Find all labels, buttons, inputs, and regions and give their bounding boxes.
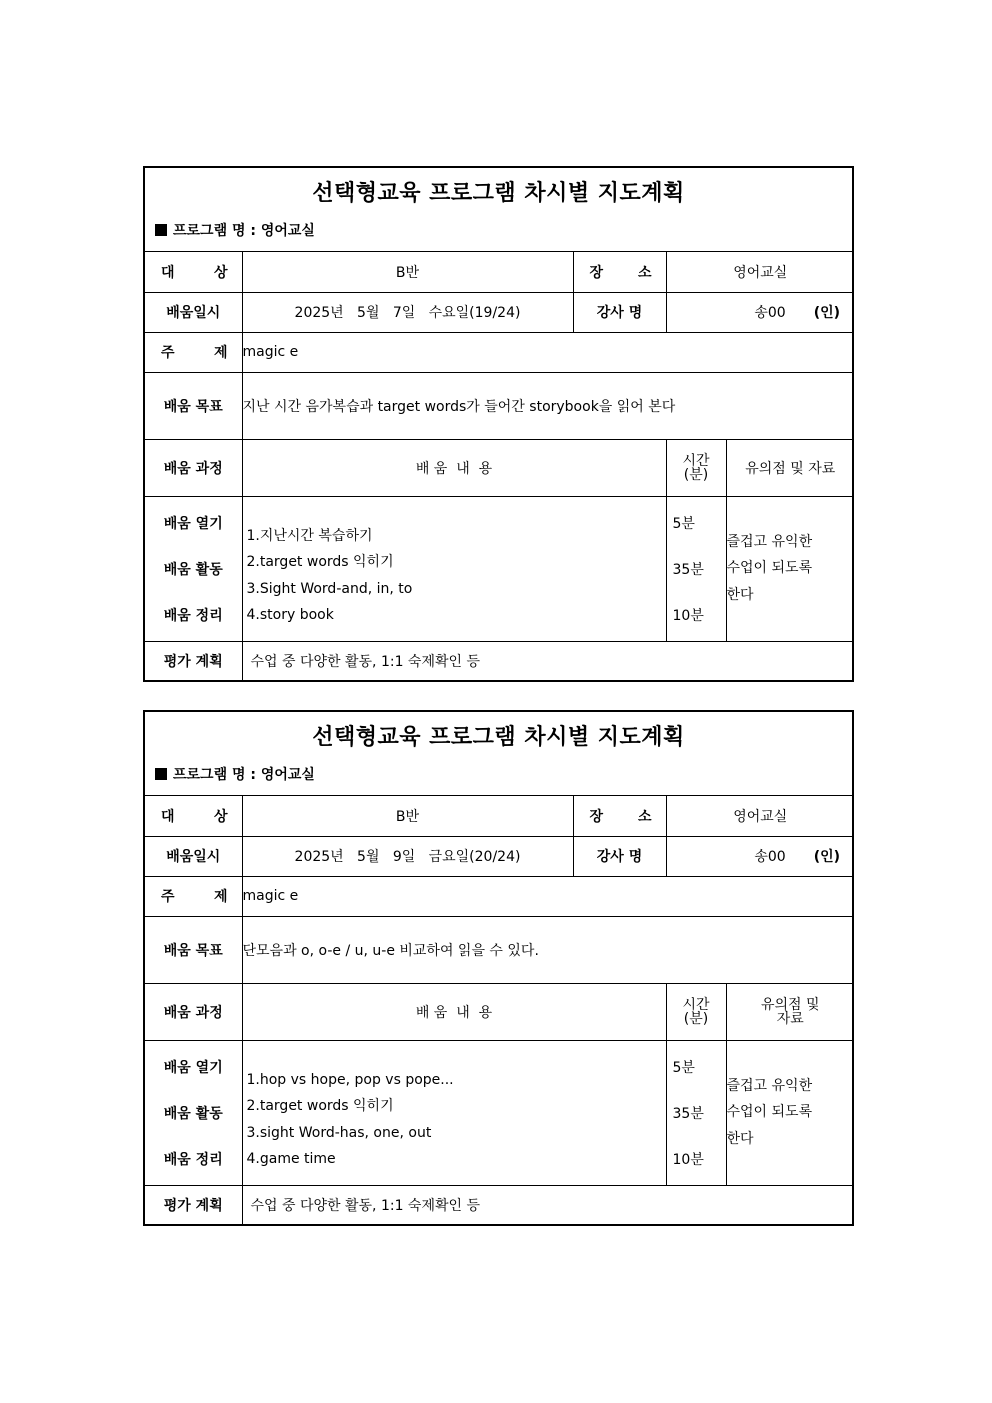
square-bullet-icon [155,224,167,236]
place-value: 영어교실 [666,796,854,836]
date-label: 배움일시 [145,292,242,332]
process-header: 배움 과정 [145,983,242,1040]
contents-cell [242,1040,666,1185]
content-header: 배 움 내 용 [242,439,666,496]
stage-activity: 배움 활동 [163,1105,223,1122]
content-item: 2.target words 익히기 [246,1098,394,1114]
time-value: 10분 [672,607,704,624]
topic-value: magic e [242,332,854,372]
stage-activity: 배움 활동 [163,561,223,578]
notes-cell: 즐겁고 유익한 수업이 되도록 한다 [726,1040,854,1185]
date-value: 2025년 5월 9일 금요일(20/24) [242,836,573,876]
plan-title: 선택형교육 프로그램 차시별 지도계획 [312,724,685,750]
place-value: 영어교실 [666,252,854,292]
goal-value: 단모음과 o, o-e / u, u-e 비교하여 읽을 수 있다. [242,916,854,983]
square-bullet-icon [155,768,167,780]
content-header: 배 움 내 용 [242,983,666,1040]
target-label: 대 상 [145,252,242,292]
notes-header: 유의점 및 자료 [726,983,854,1040]
stage-close: 배움 정리 [163,1151,223,1168]
stages-cell [145,1040,242,1185]
content-item: 3.sight Word-has, one, out [246,1124,432,1141]
time-header: 시간 (분) [666,983,726,1040]
content-item: 3.Sight Word-and, in, to [246,580,413,597]
plan-table [145,796,854,1224]
evaluation-value: 수업 중 다양한 활동, 1:1 숙제확인 등 [242,641,854,680]
place-label: 장 소 [573,252,666,292]
content-item: 4.story book [246,607,334,623]
time-value: 5분 [672,515,695,532]
time-value: 35분 [672,561,704,578]
instructor-label: 강사 명 [573,836,666,876]
content-item: 2.target words 익히기 [246,554,394,570]
stages-cell [145,496,242,641]
notes-header: 유의점 및 자료 [726,439,854,496]
target-label: 대 상 [145,796,242,836]
goal-value: 지난 시간 음가복습과 target words가 들어간 storybook을 읽어 본다 [242,372,854,439]
topic-value: magic e [242,876,854,916]
plan-table [145,252,854,680]
evaluation-value: 수업 중 다양한 활동, 1:1 숙제확인 등 [242,1185,854,1224]
instructor-value: 송00 (인) [666,292,854,332]
evaluation-label: 평가 계획 [145,1185,242,1224]
target-value: B반 [242,252,573,292]
time-value: 10분 [672,1151,704,1168]
plan-title: 선택형교육 프로그램 차시별 지도계획 [312,180,685,206]
date-label: 배움일시 [145,836,242,876]
lesson-plan-2 [143,710,854,1226]
content-item: 1.hop vs hope, pop vs pope... [246,1071,454,1088]
times-cell [666,1040,726,1185]
time-header: 시간 (분) [666,439,726,496]
instructor-label: 강사 명 [573,292,666,332]
times-cell [666,496,726,641]
topic-label: 주 제 [145,876,242,916]
target-value: B반 [242,796,573,836]
program-name: 프로그램 명 : 영어교실 [155,764,315,784]
plan-header [145,168,852,252]
contents-cell [242,496,666,641]
time-value: 35분 [672,1105,704,1122]
topic-label: 주 제 [145,332,242,372]
stage-open: 배움 열기 [163,1059,223,1076]
stage-close: 배움 정리 [163,607,223,624]
plan-header [145,712,852,796]
lesson-plan-1 [143,166,854,682]
instructor-value: 송00 (인) [666,836,854,876]
content-item: 4.game time [246,1151,336,1167]
date-value: 2025년 5월 7일 수요일(19/24) [242,292,573,332]
evaluation-label: 평가 계획 [145,641,242,680]
time-value: 5분 [672,1059,695,1076]
place-label: 장 소 [573,796,666,836]
process-header: 배움 과정 [145,439,242,496]
notes-cell: 즐겁고 유익한 수업이 되도록 한다 [726,496,854,641]
content-item: 1.지난시간 복습하기 [246,527,373,544]
goal-label: 배움 목표 [145,916,242,983]
stage-open: 배움 열기 [163,515,223,532]
program-name: 프로그램 명 : 영어교실 [155,220,315,240]
goal-label: 배움 목표 [145,372,242,439]
